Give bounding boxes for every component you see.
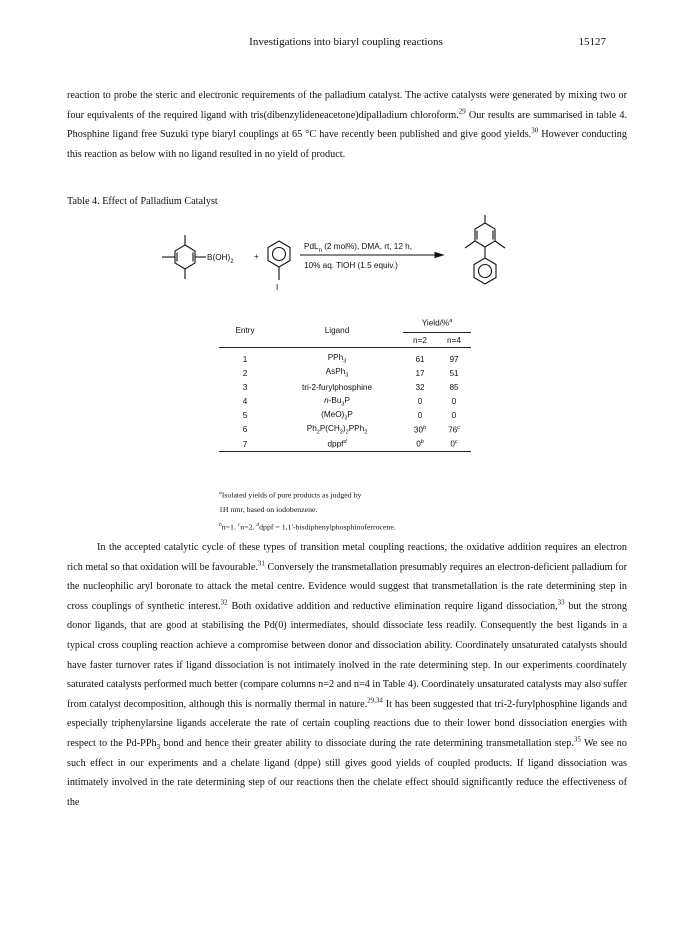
entry-cell: 7 — [219, 437, 271, 452]
table-row — [219, 409, 471, 423]
reaction-scheme — [140, 210, 560, 312]
n4-header: n=4 — [437, 333, 471, 348]
yield-n2-cell: 0$^b$ — [403, 437, 437, 452]
mesityl-boronic-acid-structure — [162, 235, 206, 279]
yield-n2-cell: 32 — [415, 382, 425, 392]
reference-mark: 31 — [257, 559, 265, 568]
entry-cell: 2 — [242, 368, 248, 378]
text-run: but the strong donor ligands, that are good at stabilising the Pd(0) intermediates, should dissociate less readily. Consequently the best ligands in a typical cross coupling reaction achieve a compromise between donor and dissociation ability. Coordinately unsaturated catalysts should have faster turnover rates if ligand dissociation is not intimately inolved in the rate determining step. In our experiments coordinately saturated catalysts performed much better (compare columns n=2 and n=4 in Table 4). Coordinately unsaturated catalysts may also suffer from catalyst decomposition, although this is normally thermal in nature. — [67, 600, 628, 710]
table-footnotes — [219, 486, 396, 535]
text-run: We see no such effect in our experiments and a chelate ligand (dppe) still gives good yields of coupled products. If ligand dissociation was intimately involved in the rate determining step of our reactions then the chelate effect should significantly reduce the effectiveness of the — [67, 737, 627, 808]
text-run: However conducting this reaction as below with no ligand resulted in no yield of product. — [67, 129, 627, 160]
ligand-cell: tri-2-furylphosphine — [301, 382, 373, 392]
paragraph-intro — [67, 86, 627, 164]
page-number: 15127 — [578, 36, 606, 48]
biaryl-product-structure — [465, 215, 505, 284]
ligand-cell: PPh$_3$ — [327, 353, 347, 365]
yield-n4-cell: 85 — [449, 382, 459, 392]
table-row — [219, 423, 471, 437]
table-row — [219, 348, 471, 367]
text-run: In the accepted catalytic cycle of these types of transition metal coupling reactions, the oxidative addition requires an electron rich metal so that oxidation will be favourable. — [67, 542, 627, 573]
boronic-acid-label: $B(OH)_2$ — [207, 253, 234, 265]
yield-n4-cell: 97 — [449, 354, 459, 364]
ligand-cell: AsPh$_3$ — [325, 367, 349, 379]
ligand-cell: $Ph_2P(CH_2)_2PPh_2$ — [306, 424, 368, 436]
table-header-row — [219, 314, 471, 333]
yield-n4-cell: 0 — [451, 411, 457, 421]
text-run: Our results are summarised in table 4. Phosphine ligand free Suzuki type biaryl couplings at 65 °C have recently been published and give good yields. — [67, 109, 627, 141]
yield-n2-cell: 17 — [415, 368, 425, 378]
table-row — [219, 380, 471, 394]
entry-cell: 1 — [242, 354, 248, 364]
running-title: Investigations into biaryl coupling reactions — [249, 36, 443, 48]
n2-header: n=2 — [403, 333, 437, 348]
yield-n2-cell: 0 — [417, 396, 423, 406]
page-header — [0, 36, 692, 52]
ligand-header: Ligand — [271, 314, 403, 348]
ligand-cell: dppf$^d$ — [271, 437, 403, 452]
yield-n4-cell: 0$^c$ — [437, 437, 471, 452]
yield-n2-cell: 0 — [417, 411, 423, 421]
entry-cell: 6 — [242, 425, 248, 435]
text-run: bond and hence their greater ability to dissociate during the rate determining transmetallation step. — [160, 737, 574, 749]
entry-cell: 5 — [242, 411, 248, 421]
text-run: Both oxidative addition and reductive elimination require ligand dissociation, — [227, 600, 558, 612]
iodide-label: I — [276, 283, 279, 292]
table-row — [219, 437, 471, 452]
table-row — [219, 366, 471, 380]
conditions-line-2: 10% aq. TlOH (1.5 equiv.) — [304, 261, 398, 270]
table-caption: Table 4. Effect of Palladium Catalyst — [67, 196, 218, 207]
text-run: Conversely the transmetallation presumably requires an electron-deficient palladium for the nucleophilic aryl boronate to attack the metal centre. Evidence would suggest that transmetallation is the rate determining step in cross couplings of synthetic interest. — [67, 561, 627, 612]
footnote-a: $^a$Isolated yields of pure products as judged by — [219, 490, 362, 500]
footnote-bcd: $^b$n=1. $^c$n=2. $^d$dppf = 1,1'-bisdiphenylphosphinoferrocene. — [219, 521, 396, 532]
plus-sign: + — [254, 252, 259, 261]
reference-mark: 29,34 — [367, 696, 383, 705]
yield-n2-cell: 61 — [415, 354, 425, 364]
subscript: 3 — [156, 742, 161, 751]
ligand-cell: $n-Bu_3P$ — [324, 395, 350, 408]
reference-mark: 32 — [220, 598, 228, 607]
yield-header: Yield/%$^a$ — [403, 314, 471, 333]
ligand-cell: $(MeO)_3P$ — [321, 409, 353, 422]
text-run: It has been suggested that tri-2-furylphosphine ligands and especially triphenylarsine ligands accelerate the rate of certain coupling reactions due to their lower bond dissociation energies with respect to the Pd-PPh — [67, 698, 627, 749]
yield-n4-cell: 76$^c$ — [448, 424, 460, 435]
paragraph-discussion — [67, 538, 627, 812]
entry-cell: 4 — [242, 396, 248, 406]
entry-cell: 3 — [242, 382, 248, 392]
entry-header: Entry — [219, 314, 271, 348]
reference-mark: 33 — [557, 598, 565, 607]
conditions-line-1: PdL$_n$ (2 mol%), DMA, rt, 12 h, — [304, 242, 413, 254]
results-table — [219, 314, 471, 452]
reference-mark: 29 — [458, 107, 466, 116]
reference-mark: 35 — [573, 735, 581, 744]
reference-mark: 30 — [531, 126, 539, 135]
table-row — [219, 394, 471, 408]
yield-n2-cell: 30$^b$ — [413, 424, 427, 435]
footnote-a-cont: 1H nmr, based on iodobenzene. — [219, 505, 318, 515]
text-run: reaction to probe the steric and electronic requirements of the palladium catalyst. The active catalysts were generated by mixing two or four equivalents of the required ligand with tris(dibenzylideneacetone)dipalladium chloroform. — [67, 90, 627, 121]
yield-n4-cell: 51 — [449, 368, 459, 378]
iodobenzene-structure — [268, 241, 290, 280]
yield-n4-cell: 0 — [451, 396, 457, 406]
